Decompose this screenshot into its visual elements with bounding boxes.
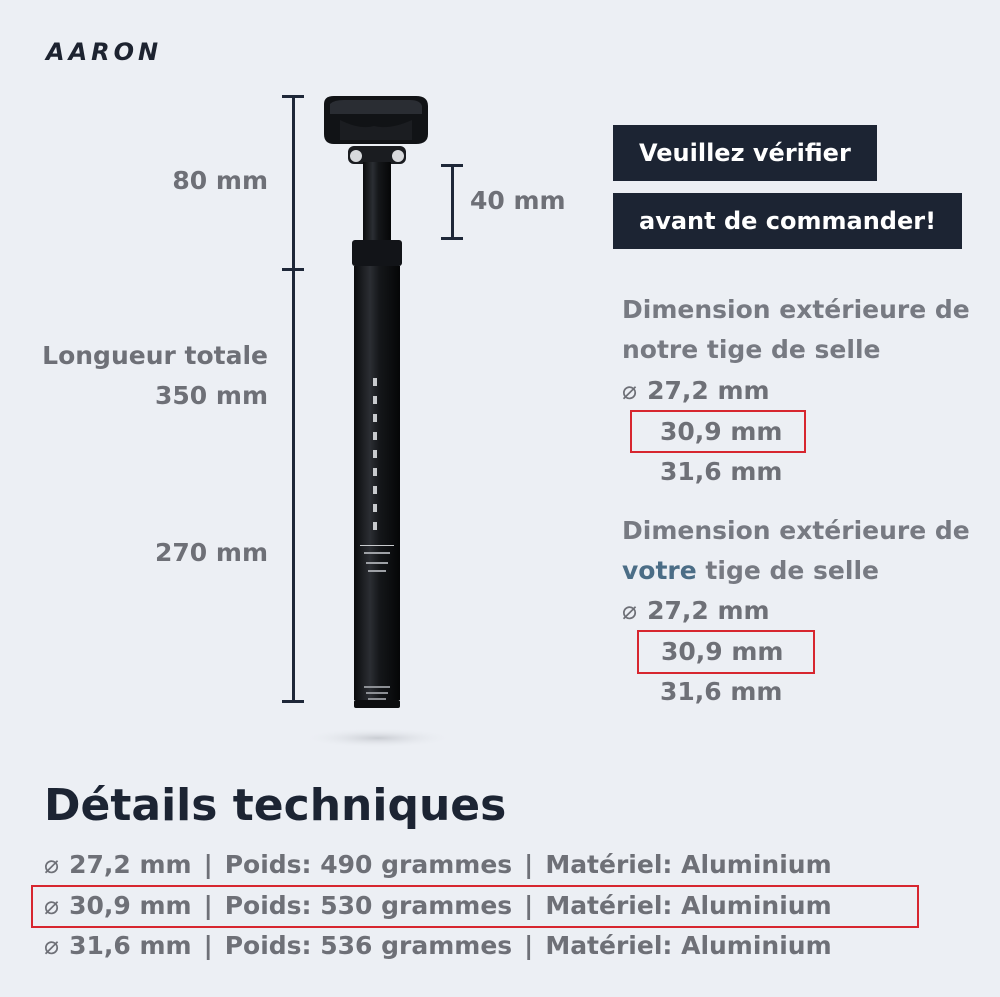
separator: | [203, 891, 213, 920]
spec-size: 27,2 mm [69, 850, 192, 879]
spec-material: Matériel: Aluminium [545, 931, 832, 960]
your-post-heading [622, 511, 970, 591]
our-post-size-2-highlighted [630, 410, 806, 453]
separator: | [524, 931, 534, 960]
details-title: Détails techniques [44, 780, 507, 831]
spec-weight: Poids: 490 grammes [224, 850, 513, 879]
size-value: 27,2 mm [647, 596, 770, 625]
spec-row-1 [44, 845, 832, 885]
spec-weight: Poids: 536 grammes [224, 931, 513, 960]
our-post-heading-line1: Dimension extérieure de [622, 295, 970, 324]
your-post-size-3 [660, 672, 783, 712]
separator: | [524, 850, 534, 879]
our-post-size-3 [660, 452, 783, 492]
top-length-label: 80 mm [172, 166, 268, 195]
heading-rest: tige de selle [696, 556, 879, 585]
diameter-icon: ⌀ [44, 931, 60, 960]
spec-size: 31,6 mm [69, 931, 192, 960]
size-value: 31,6 mm [660, 457, 783, 486]
spec-material: Matériel: Aluminium [545, 891, 832, 920]
size-value: 30,9 mm [660, 417, 783, 446]
spec-material: Matériel: Aluminium [545, 850, 832, 879]
spec-weight: Poids: 530 grammes [224, 891, 513, 920]
warning-banner-line1: Veuillez vérifier [613, 125, 877, 181]
spec-row-2 [44, 886, 832, 926]
separator: | [203, 850, 213, 879]
seatpost-image [300, 90, 460, 750]
our-post-heading [622, 290, 970, 370]
spec-size: 30,9 mm [69, 891, 192, 920]
diameter-icon: ⌀ [44, 850, 60, 879]
total-length-value: 350 mm [155, 381, 268, 410]
your-post-heading-line1: Dimension extérieure de [622, 516, 970, 545]
size-value: 31,6 mm [660, 677, 783, 706]
diameter-icon: ⌀ [622, 596, 638, 625]
your-post-size-2-highlighted [637, 630, 815, 674]
separator: | [524, 891, 534, 920]
accent-word: votre [622, 556, 697, 585]
total-length-title: Longueur totale [42, 341, 268, 370]
dimension-bracket-line [292, 96, 295, 702]
brand-logo: AARON [46, 38, 163, 66]
our-post-size-1 [622, 371, 770, 411]
diameter-icon: ⌀ [44, 891, 60, 920]
size-value: 30,9 mm [661, 637, 784, 666]
warning-banner-line2: avant de commander! [613, 193, 962, 249]
travel-length-label: 40 mm [470, 186, 566, 215]
total-length-label [0, 336, 268, 416]
bottom-length-label: 270 mm [155, 538, 268, 567]
separator: | [203, 931, 213, 960]
your-post-heading-line2 [622, 551, 970, 591]
diameter-icon: ⌀ [622, 376, 638, 405]
spec-row-3 [44, 926, 832, 966]
your-post-size-1 [622, 591, 770, 631]
size-value: 27,2 mm [647, 376, 770, 405]
our-post-heading-line2: notre tige de selle [622, 335, 881, 364]
